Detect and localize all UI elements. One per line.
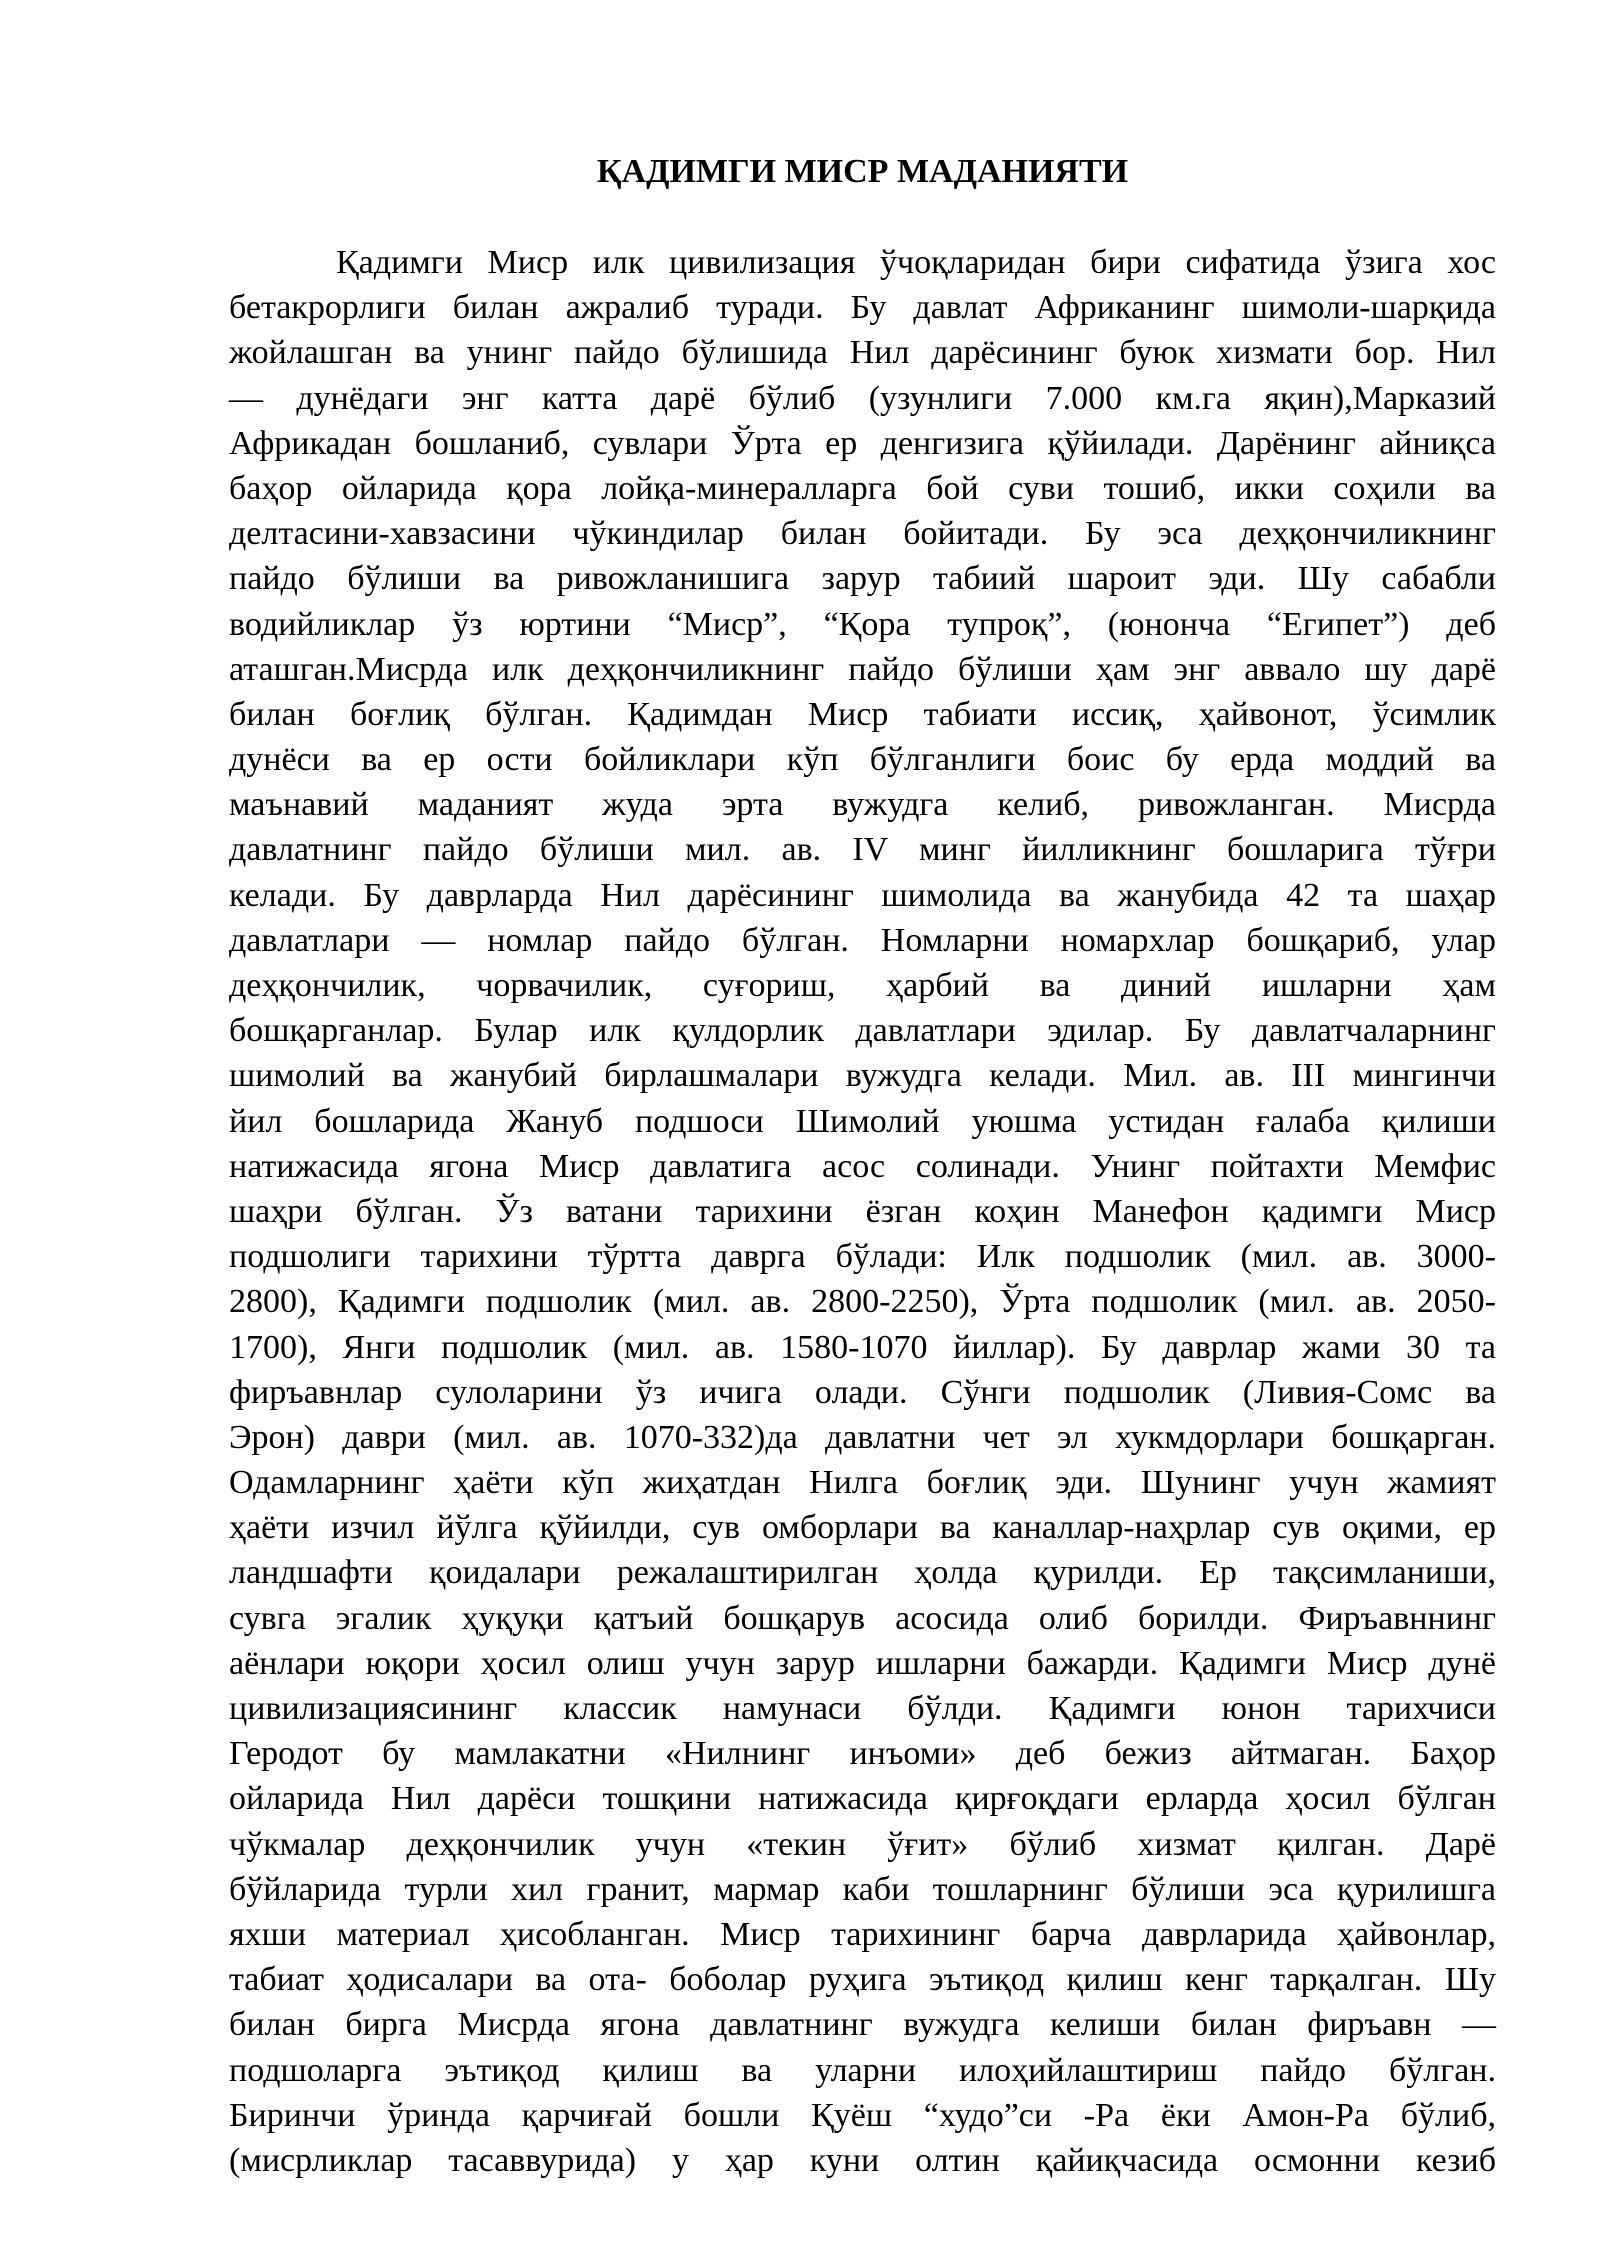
- body-line: ландшафти қоидалари режалаштирилган ҳолда қурилди. Ер тақсимланиши,: [229, 1554, 1496, 1592]
- body-line: цивилизациясининг классик намунаси бўлди. Қадимги юнон тарихчиси: [229, 1690, 1496, 1727]
- body-line: натижасида ягона Миср давлатига асос солинади. Унинг пойтахти Мемфис: [229, 1147, 1496, 1185]
- body-line: Биринчи ўринда қарчиғай бошли Қуёш “худо”си -Ра ёки Амон-Ра бўлиб,: [229, 2096, 1496, 2134]
- body-line: Қадимги Миср илк цивилизация ўчоқларидан бири сифатида ўзига хос: [336, 244, 1496, 281]
- body-line: — дунёдаги энг катта дарё бўлиб (узунлиги 7.000 км.га яқин),Марказий: [229, 379, 1496, 417]
- body-line: подшолиги тарихини тўртта даврга бўлади: Илк подшолик (мил. ав. 3000-: [229, 1238, 1496, 1276]
- body-line: дунёси ва ер ости бойликлари кўп бўлганлиги боис бу ерда моддий ва: [229, 741, 1496, 779]
- body-line: бошқарганлар. Булар илк қулдорлик давлатлари эдилар. Бу давлатчаларнинг: [229, 1012, 1496, 1050]
- body-line: фиръавнлар сулоларини ўз ичига олади. Сўнги подшолик (Ливия-Сомс ва: [229, 1373, 1496, 1411]
- body-line: бетакрорлиги билан ажралиб туради. Бу давлат Африканинг шимоли-шарқида: [229, 289, 1496, 327]
- body-line: яхши материал ҳисобланган. Миср тарихининг барча даврларида ҳайвонлар,: [229, 1915, 1496, 1953]
- body-line: ҳаёти изчил йўлга қўйилди, сув омборлари ва каналлар-наҳрлар сув оқими, ер: [229, 1509, 1496, 1547]
- body-line: аёнлари юқори ҳосил олиш учун зарур ишларни бажарди. Қадимги Миср дунё: [229, 1644, 1496, 1682]
- body-line: пайдо бўлиши ва ривожланишига зарур табиий шароит эди. Шу сабабли: [229, 560, 1496, 598]
- body-line: чўкмалар деҳқончилик учун «текин ўғит» бўлиб хизмат қилган. Дарё: [229, 1825, 1496, 1863]
- body-line: шимолий ва жанубий бирлашмалари вужудга келади. Мил. ав. III мингинчи: [229, 1057, 1496, 1095]
- body-line: ойларида Нил дарёси тошқини натижасида қирғоқдаги ерларда ҳосил бўлган: [229, 1780, 1496, 1818]
- body-line: деҳқончилик, чорвачилик, суғориш, ҳарбий ва диний ишларни ҳам: [229, 967, 1496, 1004]
- document-body: [229, 240, 1496, 2183]
- body-line: давлатнинг пайдо бўлиши мил. ав. IV минг йилликнинг бошларига тўғри: [229, 831, 1496, 869]
- body-line: бўйларида турли хил гранит, мармар каби тошларнинг бўлиши эса қурилишга: [229, 1870, 1496, 1908]
- body-line: 2800), Қадимги подшолик (мил. ав. 2800-2250), Ўрта подшолик (мил. ав. 2050-: [229, 1283, 1496, 1321]
- body-line: билан боғлиқ бўлган. Қадимдан Миср табиати иссиқ, ҳайвонот, ўсимлик: [229, 695, 1496, 733]
- body-line: билан бирга Мисрда ягона давлатнинг вужудга келиши билан фиръавн —: [229, 2006, 1496, 2044]
- body-line: Одамларнинг ҳаёти кўп жиҳатдан Нилга боғлиқ эди. Шунинг учун жамият: [229, 1464, 1496, 1502]
- body-line: подшоларга эътиқод қилиш ва уларни илоҳийлаштириш пайдо бўлган.: [229, 2051, 1496, 2089]
- body-line: давлатлари — номлар пайдо бўлган. Номларни номархлар бошқариб, улар: [229, 921, 1496, 959]
- body-line: сувга эгалик ҳуқуқи қатъий бошқарув асосида олиб борилди. Фиръавннинг: [229, 1599, 1496, 1637]
- body-line: йил бошларида Жануб подшоси Шимолий уюшма устидан ғалаба қилиши: [229, 1102, 1496, 1140]
- body-line: табиат ҳодисалари ва ота- боболар руҳига эътиқод қилиш кенг тарқалган. Шу: [229, 1961, 1496, 1999]
- body-line: маънавий маданият жуда эрта вужудга келиб, ривожланган. Мисрда: [229, 786, 1496, 824]
- body-line: шаҳри бўлган. Ўз ватани тарихини ёзган коҳин Манефон қадимги Миср: [229, 1192, 1496, 1230]
- body-line: Эрон) даври (мил. ав. 1070-332)да давлатни чет эл хукмдорлари бошқарган.: [229, 1418, 1496, 1456]
- body-line: келади. Бу даврларда Нил дарёсининг шимолида ва жанубида 42 та шаҳар: [229, 876, 1496, 914]
- document-title: ҚАДИМГИ МИСР МАДАНИЯТИ: [596, 153, 1129, 190]
- body-line: 1700), Янги подшолик (мил. ав. 1580-1070 йиллар). Бу даврлар жами 30 та: [229, 1328, 1496, 1366]
- body-line: (мисрликлар тасаввурида) у ҳар куни олтин қайиқчасида осмонни кезиб: [229, 2141, 1496, 2179]
- body-line: Геродот бу мамлакатни «Нилнинг инъоми» деб бежиз айтмаган. Баҳор: [229, 1735, 1496, 1773]
- body-line: баҳор ойларида қора лойқа-минералларга бой суви тошиб, икки соҳили ва: [229, 469, 1496, 507]
- body-line: водийликлар ўз юртини “Миср”, “Қора тупроқ”, (юнонча “Египет”) деб: [229, 605, 1496, 643]
- body-line: Африкадан бошланиб, сувлари Ўрта ер денгизига қўйилади. Дарёнинг айниқса: [229, 424, 1496, 462]
- body-line: аташган.Мисрда илк деҳқончиликнинг пайдо бўлиши ҳам энг аввало шу дарё: [229, 650, 1496, 688]
- body-line: делтасини-хавзасини чўкиндилар билан бойитади. Бу эса деҳқончиликнинг: [229, 515, 1496, 553]
- body-line: жойлашган ва унинг пайдо бўлишида Нил дарёсининг буюк хизмати бор. Нил: [229, 334, 1496, 372]
